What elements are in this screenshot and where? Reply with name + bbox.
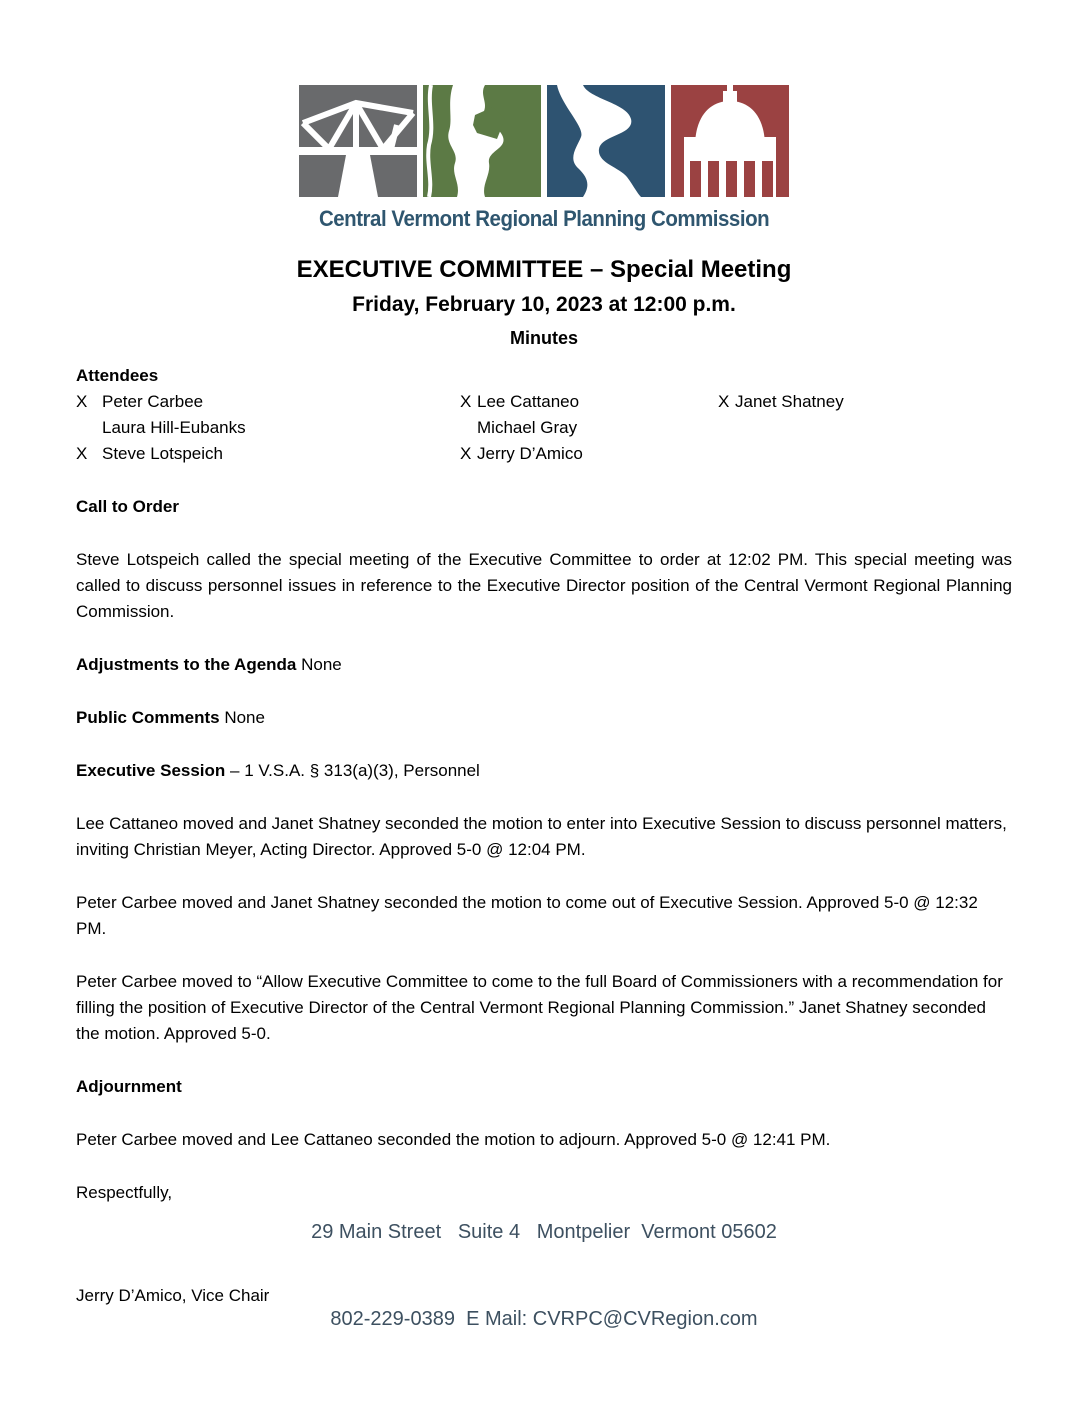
attendees-heading: Attendees [76, 366, 159, 385]
attendee-cell [76, 441, 460, 467]
attendee-cell [460, 415, 718, 441]
attendee-cell [718, 389, 1012, 415]
attendee-cell [718, 441, 1012, 467]
attendee-cell [76, 415, 460, 441]
public-comments-value: None [219, 708, 265, 727]
attendance-mark: X [718, 392, 730, 411]
executive-session-paragraph-2: Peter Carbee moved and Janet Shatney seconded the motion to come out of Executive Session. Approved 5-0 @ 12:32 PM. [76, 893, 978, 938]
call-to-order-heading: Call to Order [76, 497, 179, 516]
adjustments-line [76, 652, 1012, 678]
attendee-name: Jerry D’Amico [477, 444, 583, 463]
executive-session-line [76, 758, 1012, 784]
attendee-cell [460, 389, 718, 415]
adjournment-heading: Adjournment [76, 1077, 182, 1096]
vermont-map-icon [423, 85, 541, 197]
adjustments-value: None [296, 655, 342, 674]
bridge-icon [299, 85, 417, 197]
attendance-mark [718, 415, 735, 441]
attendees-section [76, 363, 1012, 467]
adjournment-paragraph: Peter Carbee moved and Lee Cattaneo seconded the motion to adjourn. Approved 5-0 @ 12:41 PM. [76, 1130, 831, 1149]
public-comments-line [76, 705, 1012, 731]
attendee-name: Peter Carbee [102, 392, 204, 411]
attendee-cell [718, 415, 1012, 441]
closing-line: Respectfully, [76, 1183, 173, 1202]
title-block [0, 256, 1088, 349]
footer [0, 1160, 1088, 1392]
meeting-title: EXECUTIVE COMMITTEE – Special Meeting [296, 256, 792, 283]
attendance-mark: X [460, 392, 472, 411]
attendee-name: Janet Shatney [735, 392, 844, 411]
attendance-mark [460, 415, 477, 441]
logo-panel-row [0, 85, 1088, 197]
attendee-name: Michael Gray [477, 418, 578, 437]
public-comments-label: Public Comments [76, 708, 220, 727]
river-icon [547, 85, 665, 197]
attendee-name: Lee Cattaneo [477, 392, 580, 411]
executive-session-paragraph-1: Lee Cattaneo moved and Janet Shatney seconded the motion to enter into Executive Session to discuss personnel matters, inviting Christian Meyer, Acting Director. Approved 5-0 @ 12:04 PM. [76, 814, 1007, 859]
minutes-label: Minutes [509, 328, 578, 348]
executive-session-value: – 1 V.S.A. § 313(a)(3), Personnel [225, 761, 480, 780]
capitol-dome-icon [671, 85, 789, 197]
org-logo [0, 0, 1088, 232]
attendee-cell [460, 441, 718, 467]
attendance-mark: X [76, 444, 88, 463]
adjustments-label: Adjustments to the Agenda [76, 655, 297, 674]
attendee-name: Laura Hill-Eubanks [102, 418, 246, 437]
logo-wordmark: Central Vermont Regional Planning Commission [318, 206, 770, 231]
meeting-datetime: Friday, February 10, 2023 at 12:00 p.m. [352, 293, 736, 316]
attendance-mark [718, 441, 735, 467]
attendees-grid [76, 389, 1012, 467]
attendee-cell [76, 389, 460, 415]
attendance-mark: X [460, 444, 472, 463]
attendee-name: Steve Lotspeich [102, 444, 223, 463]
attendance-mark: X [76, 392, 88, 411]
call-to-order-paragraph: Steve Lotspeich called the special meeting of the Executive Committee to order at 12:02 PM. This special meeting was called to discuss personnel issues in reference to the Executive Director position of the Central Vermont Regional Planning Commission. [76, 550, 1012, 621]
executive-session-label: Executive Session [76, 761, 226, 780]
footer-address: 29 Main Street Suite 4 Montpelier Vermont 05602 [311, 1221, 777, 1243]
footer-contact: 802-229-0389 E Mail: CVRPC@CVRegion.com [330, 1308, 758, 1330]
attendance-mark [76, 415, 102, 441]
signature-line: Jerry D’Amico, Vice Chair [76, 1286, 270, 1305]
executive-session-paragraph-3: Peter Carbee moved to “Allow Executive Committee to come to the full Board of Commissioners with a recommendation for filling the position of Executive Director of the Central Vermont Regional Planning Commission.” Janet Shatney seconded the motion. Approved 5-0. [76, 972, 1003, 1043]
